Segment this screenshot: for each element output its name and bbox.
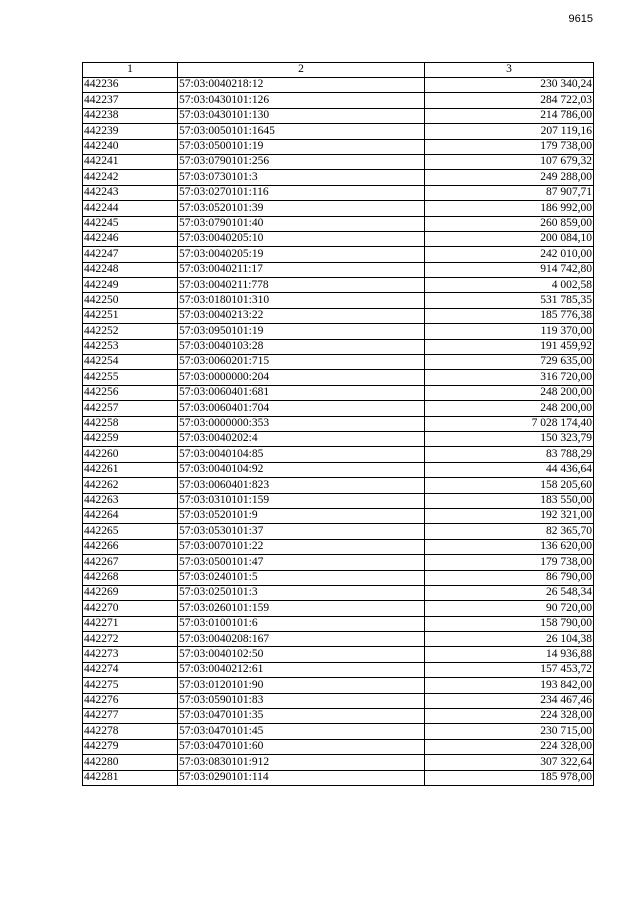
- row-number-cell: 442241: [83, 154, 178, 169]
- row-number-cell: 442245: [83, 216, 178, 231]
- table-row: [83, 108, 594, 123]
- row-number-cell: 442249: [83, 278, 178, 293]
- row-number-cell: 442279: [83, 739, 178, 754]
- row-number-cell: 442244: [83, 201, 178, 216]
- page-number: 9615: [568, 13, 593, 25]
- cadastral-number-cell: 57:03:0270101:116: [178, 185, 425, 200]
- value-cell: 158 790,00: [425, 616, 594, 631]
- row-number-cell: 442255: [83, 370, 178, 385]
- value-cell: 44 436,64: [425, 462, 594, 477]
- value-cell: 136 620,00: [425, 539, 594, 554]
- cadastral-number-cell: 57:03:0530101:37: [178, 524, 425, 539]
- table-row: [83, 247, 594, 262]
- row-number-cell: 442273: [83, 647, 178, 662]
- row-number-cell: 442251: [83, 308, 178, 323]
- table-row: [83, 185, 594, 200]
- cadastral-number-cell: 57:03:0470101:35: [178, 709, 425, 724]
- table-row: [83, 416, 594, 431]
- value-cell: 191 459,92: [425, 339, 594, 354]
- row-number-cell: 442248: [83, 262, 178, 277]
- table-row: [83, 693, 594, 708]
- row-number-cell: 442266: [83, 539, 178, 554]
- table-row: [83, 154, 594, 169]
- value-cell: 193 842,00: [425, 678, 594, 693]
- cadastral-number-cell: 57:03:0250101:3: [178, 585, 425, 600]
- value-cell: 230 715,00: [425, 724, 594, 739]
- table-row: [83, 216, 594, 231]
- value-cell: 158 205,60: [425, 478, 594, 493]
- value-cell: 90 720,00: [425, 601, 594, 616]
- value-cell: 86 790,00: [425, 570, 594, 585]
- value-cell: 200 084,10: [425, 231, 594, 246]
- cadastral-number-cell: 57:03:0500101:19: [178, 139, 425, 154]
- table-row: [83, 431, 594, 446]
- cadastral-number-cell: 57:03:0790101:40: [178, 216, 425, 231]
- value-cell: 260 859,00: [425, 216, 594, 231]
- cadastral-number-cell: 57:03:0040205:19: [178, 247, 425, 262]
- value-cell: 150 323,79: [425, 431, 594, 446]
- registry-table: [82, 62, 594, 786]
- value-cell: 179 738,00: [425, 139, 594, 154]
- value-cell: 179 738,00: [425, 555, 594, 570]
- value-cell: 7 028 174,40: [425, 416, 594, 431]
- column-header-2: 2: [178, 63, 425, 78]
- cadastral-number-cell: 57:03:0470101:45: [178, 724, 425, 739]
- row-number-cell: 442239: [83, 124, 178, 139]
- cadastral-number-cell: 57:03:0950101:19: [178, 324, 425, 339]
- cadastral-number-cell: 57:03:0520101:39: [178, 201, 425, 216]
- table-row: [83, 78, 594, 93]
- value-cell: 83 788,29: [425, 447, 594, 462]
- table-row: [83, 231, 594, 246]
- table-row: [83, 262, 594, 277]
- cadastral-number-cell: 57:03:0060401:704: [178, 401, 425, 416]
- value-cell: 284 722,03: [425, 93, 594, 108]
- table-row: [83, 478, 594, 493]
- cadastral-number-cell: 57:03:0100101:6: [178, 616, 425, 631]
- value-cell: 230 340,24: [425, 78, 594, 93]
- value-cell: 224 328,00: [425, 709, 594, 724]
- cadastral-number-cell: 57:03:0040212:61: [178, 662, 425, 677]
- table-row: [83, 447, 594, 462]
- value-cell: 107 679,32: [425, 154, 594, 169]
- row-number-cell: 442280: [83, 755, 178, 770]
- row-number-cell: 442253: [83, 339, 178, 354]
- table-row: [83, 339, 594, 354]
- row-number-cell: 442276: [83, 693, 178, 708]
- row-number-cell: 442277: [83, 709, 178, 724]
- value-cell: 26 548,34: [425, 585, 594, 600]
- table-row: [83, 755, 594, 770]
- table-row: [83, 201, 594, 216]
- value-cell: 207 119,16: [425, 124, 594, 139]
- row-number-cell: 442269: [83, 585, 178, 600]
- row-number-cell: 442246: [83, 231, 178, 246]
- row-number-cell: 442278: [83, 724, 178, 739]
- cadastral-number-cell: 57:03:0040202:4: [178, 431, 425, 446]
- value-cell: 192 321,00: [425, 508, 594, 523]
- row-number-cell: 442252: [83, 324, 178, 339]
- row-number-cell: 442243: [83, 185, 178, 200]
- cadastral-number-cell: 57:03:0060201:715: [178, 355, 425, 370]
- row-number-cell: 442250: [83, 293, 178, 308]
- table-row: [83, 355, 594, 370]
- table-row: [83, 170, 594, 185]
- value-cell: 249 288,00: [425, 170, 594, 185]
- cadastral-number-cell: 57:03:0040104:92: [178, 462, 425, 477]
- table-row: [83, 385, 594, 400]
- table-body: [83, 78, 594, 786]
- row-number-cell: 442262: [83, 478, 178, 493]
- table-row: [83, 770, 594, 785]
- row-number-cell: 442272: [83, 632, 178, 647]
- row-number-cell: 442271: [83, 616, 178, 631]
- cadastral-number-cell: 57:03:0520101:9: [178, 508, 425, 523]
- row-number-cell: 442264: [83, 508, 178, 523]
- value-cell: 183 550,00: [425, 493, 594, 508]
- table-row: [83, 601, 594, 616]
- table-row: [83, 370, 594, 385]
- value-cell: 14 936,88: [425, 647, 594, 662]
- cadastral-number-cell: 57:03:0040103:28: [178, 339, 425, 354]
- table-row: [83, 124, 594, 139]
- cadastral-number-cell: 57:03:0000000:353: [178, 416, 425, 431]
- row-number-cell: 442263: [83, 493, 178, 508]
- value-cell: 4 002,58: [425, 278, 594, 293]
- table-row: [83, 616, 594, 631]
- table-row: [83, 724, 594, 739]
- value-cell: 185 776,38: [425, 308, 594, 323]
- table-row: [83, 462, 594, 477]
- table-row: [83, 662, 594, 677]
- table-row: [83, 278, 594, 293]
- column-header-3: 3: [425, 63, 594, 78]
- row-number-cell: 442267: [83, 555, 178, 570]
- row-number-cell: 442270: [83, 601, 178, 616]
- row-number-cell: 442240: [83, 139, 178, 154]
- row-number-cell: 442237: [83, 93, 178, 108]
- table-row: [83, 308, 594, 323]
- row-number-cell: 442242: [83, 170, 178, 185]
- value-cell: 186 992,00: [425, 201, 594, 216]
- row-number-cell: 442261: [83, 462, 178, 477]
- table-row: [83, 508, 594, 523]
- cadastral-number-cell: 57:03:0470101:60: [178, 739, 425, 754]
- row-number-cell: 442258: [83, 416, 178, 431]
- row-number-cell: 442257: [83, 401, 178, 416]
- row-number-cell: 442259: [83, 431, 178, 446]
- cadastral-number-cell: 57:03:0730101:3: [178, 170, 425, 185]
- value-cell: 729 635,00: [425, 355, 594, 370]
- table-row: [83, 555, 594, 570]
- table-row: [83, 739, 594, 754]
- value-cell: 248 200,00: [425, 385, 594, 400]
- cadastral-number-cell: 57:03:0180101:310: [178, 293, 425, 308]
- cadastral-number-cell: 57:03:0120101:90: [178, 678, 425, 693]
- cadastral-number-cell: 57:03:0040205:10: [178, 231, 425, 246]
- row-number-cell: 442254: [83, 355, 178, 370]
- value-cell: 185 978,00: [425, 770, 594, 785]
- cadastral-number-cell: 57:03:0830101:912: [178, 755, 425, 770]
- cadastral-number-cell: 57:03:0070101:22: [178, 539, 425, 554]
- cadastral-number-cell: 57:03:0040213:22: [178, 308, 425, 323]
- header-row: [83, 63, 594, 78]
- value-cell: 242 010,00: [425, 247, 594, 262]
- row-number-cell: 442268: [83, 570, 178, 585]
- cadastral-number-cell: 57:03:0040211:17: [178, 262, 425, 277]
- table-row: [83, 632, 594, 647]
- value-cell: 224 328,00: [425, 739, 594, 754]
- table-row: [83, 401, 594, 416]
- row-number-cell: 442256: [83, 385, 178, 400]
- table-row: [83, 585, 594, 600]
- cadastral-number-cell: 57:03:0040102:50: [178, 647, 425, 662]
- cadastral-number-cell: 57:03:0060401:681: [178, 385, 425, 400]
- row-number-cell: 442281: [83, 770, 178, 785]
- value-cell: 307 322,64: [425, 755, 594, 770]
- table-row: [83, 293, 594, 308]
- cadastral-number-cell: 57:03:0040104:85: [178, 447, 425, 462]
- column-header-1: 1: [83, 63, 178, 78]
- cadastral-number-cell: 57:03:0430101:126: [178, 93, 425, 108]
- row-number-cell: 442236: [83, 78, 178, 93]
- table-row: [83, 678, 594, 693]
- table-row: [83, 324, 594, 339]
- table-row: [83, 93, 594, 108]
- value-cell: 82 365,70: [425, 524, 594, 539]
- row-number-cell: 442247: [83, 247, 178, 262]
- cadastral-number-cell: 57:03:0790101:256: [178, 154, 425, 169]
- table-row: [83, 709, 594, 724]
- value-cell: 214 786,00: [425, 108, 594, 123]
- cadastral-number-cell: 57:03:0430101:130: [178, 108, 425, 123]
- row-number-cell: 442275: [83, 678, 178, 693]
- value-cell: 87 907,71: [425, 185, 594, 200]
- value-cell: 234 467,46: [425, 693, 594, 708]
- cadastral-number-cell: 57:03:0060401:823: [178, 478, 425, 493]
- table-row: [83, 139, 594, 154]
- cadastral-number-cell: 57:03:0310101:159: [178, 493, 425, 508]
- cadastral-number-cell: 57:03:0000000:204: [178, 370, 425, 385]
- row-number-cell: 442265: [83, 524, 178, 539]
- value-cell: 531 785,35: [425, 293, 594, 308]
- value-cell: 119 370,00: [425, 324, 594, 339]
- row-number-cell: 442274: [83, 662, 178, 677]
- cadastral-number-cell: 57:03:0050101:1645: [178, 124, 425, 139]
- value-cell: 316 720,00: [425, 370, 594, 385]
- table-row: [83, 539, 594, 554]
- cadastral-number-cell: 57:03:0040211:778: [178, 278, 425, 293]
- value-cell: 26 104,38: [425, 632, 594, 647]
- cadastral-number-cell: 57:03:0500101:47: [178, 555, 425, 570]
- cadastral-number-cell: 57:03:0590101:83: [178, 693, 425, 708]
- value-cell: 157 453,72: [425, 662, 594, 677]
- table-row: [83, 524, 594, 539]
- cadastral-number-cell: 57:03:0240101:5: [178, 570, 425, 585]
- row-number-cell: 442260: [83, 447, 178, 462]
- table-header: [83, 63, 594, 78]
- value-cell: 914 742,80: [425, 262, 594, 277]
- value-cell: 248 200,00: [425, 401, 594, 416]
- cadastral-number-cell: 57:03:0040208:167: [178, 632, 425, 647]
- table-row: [83, 493, 594, 508]
- table-row: [83, 570, 594, 585]
- cadastral-number-cell: 57:03:0260101:159: [178, 601, 425, 616]
- cadastral-number-cell: 57:03:0290101:114: [178, 770, 425, 785]
- row-number-cell: 442238: [83, 108, 178, 123]
- table-row: [83, 647, 594, 662]
- cadastral-number-cell: 57:03:0040218:12: [178, 78, 425, 93]
